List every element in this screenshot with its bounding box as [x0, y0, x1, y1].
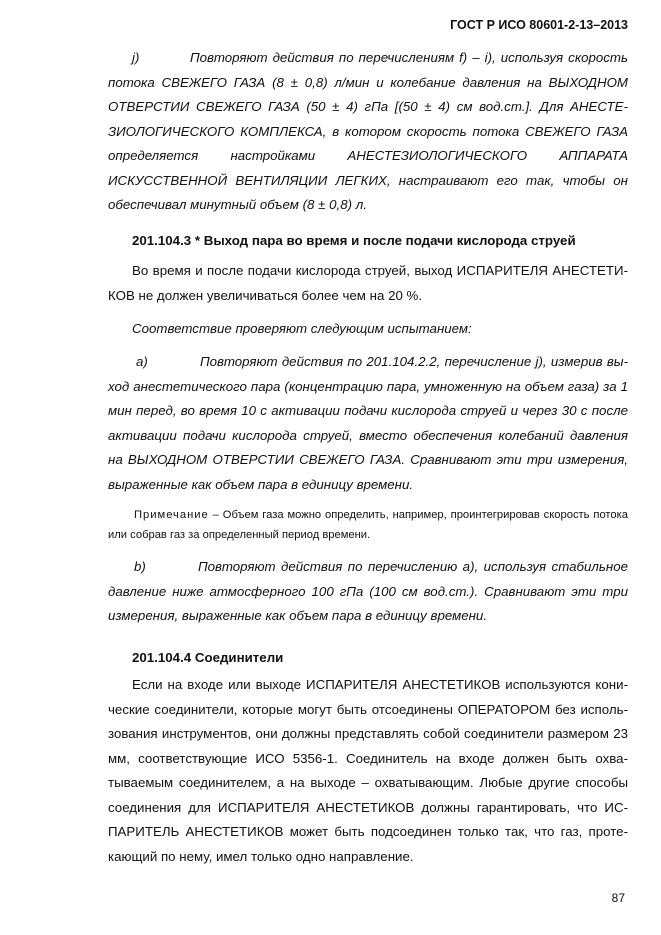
note-text: – Объем газа можно определить, например, проинтегрировав скорость потока или собрав газ за определенный период времени. [108, 509, 628, 541]
list-item-b [108, 555, 628, 629]
page-number: 87 [611, 891, 625, 905]
compliance-statement: Соответствие проверяют следующим испытанием: [132, 321, 472, 336]
list-item-j [108, 46, 628, 218]
item-label-j: j) [132, 50, 140, 65]
note [108, 505, 628, 545]
item-text-b: Повторяют действия по перечислению a), используя стабильное давление ниже атмосферного 100 гПа (100 см вод.ст.). Сравнивают эти три измерения, выраженные как объем пара в единицу времени. [108, 559, 628, 623]
note-label: Примечание [134, 509, 209, 521]
item-label-b: b) [134, 559, 146, 574]
section-heading-201-104-3: 201.104.3 * Выход пара во время и после подачи кислорода струей [132, 233, 576, 248]
item-text-j: Повторяют действия по перечислениям f) – i), используя скорость потока СВЕЖЕГО ГАЗА (8 ± 0,8) л/мин и колебание давления на ВЫХОДНОМ ОТВЕРСТИИ СВЕЖЕГО ГАЗА (50 ± 4) гПа [(50 ± 4) см вод.ст.]. Для АНЕСТЕЗИОЛОГИЧЕСКОГО КОМПЛЕКСА, в котором скорость потока СВЕЖЕГО ГАЗА определяется настройками АНЕСТЕЗИОЛОГИЧЕСКОГО АППАРАТА ИСКУССТВЕННОЙ ВЕНТИЛЯЦИИ ЛЕГКИХ, настраивают его так, чтобы он обеспечивал минутный объем (8 ± 0,8) л. [108, 50, 628, 212]
section-body-201-104-4: Если на входе или выходе ИСПАРИТЕЛЯ АНЕСТЕТИКОВ используются конические соединители, которые могут быть отсоединены ОПЕРАТОРОМ без использования инструментов, они должны представлять собой соединители размером 23 мм, соответствующие ИСО 5356-1. Соединитель на входе должен быть охватываемым соединителем, а на выходе – охватывающим. Любые другие способы соединения для ИСПАРИТЕЛЯ АНЕСТЕТИКОВ должны гарантировать, что ИСПАРИТЕЛЬ АНЕСТЕТИКОВ может быть подсоединен только так, что газ, протекающий по нему, имел только одно направление. [108, 677, 628, 864]
section-heading-201-104-4: 201.104.4 Соединители [132, 650, 284, 665]
document-header: ГОСТ Р ИСО 80601-2-13–2013 [450, 18, 628, 32]
list-item-a [108, 350, 628, 497]
section-body-201-104-3: Во время и после подачи кислорода струей, выход ИСПАРИТЕЛЯ АНЕСТЕТИКОВ не должен увеличиваться более чем на 20 %. [108, 263, 628, 303]
item-label-a: a) [136, 354, 148, 369]
item-text-a: Повторяют действия по 201.104.2.2, перечисление j), измерив выход анестетического пара (концентрацию пара, умноженную на объем газа) за 1 мин перед, во время 10 с активации подачи кислорода струей и через 30 с после активации подачи кислорода струей, вместо обеспечения колебаний давления на ВЫХОДНОМ ОТВЕРСТИИ СВЕЖЕГО ГАЗА. Сравнивают эти три измерения, выраженные как объем пара в единицу времени. [108, 354, 628, 492]
